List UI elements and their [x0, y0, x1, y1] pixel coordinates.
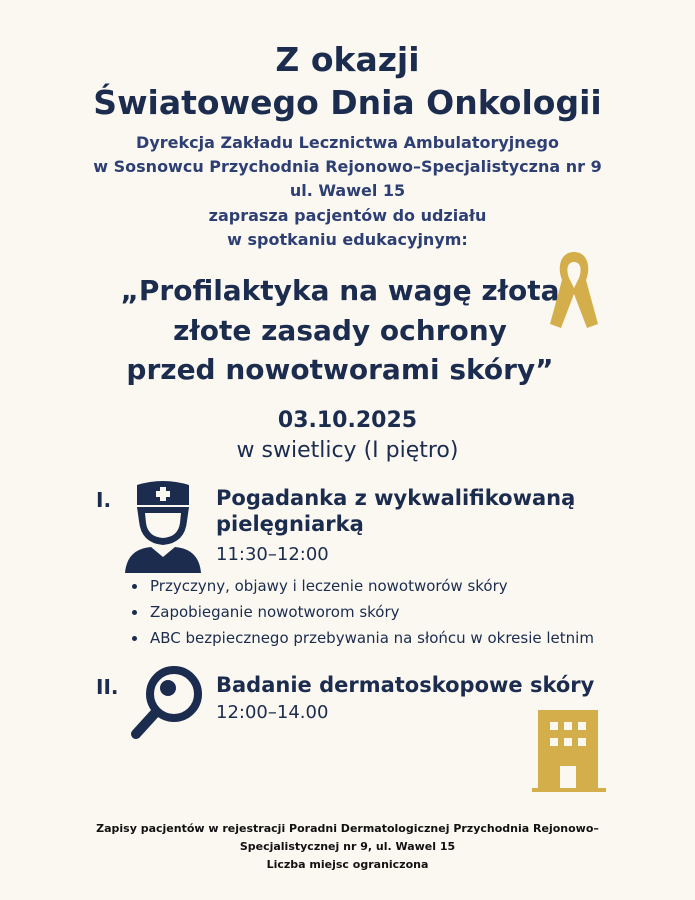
magnifier-icon	[128, 662, 208, 742]
bullet-item: • ABC bezpiecznego przebywania na słońcu w okresie letnim	[148, 625, 594, 651]
footer-line-2: Specjalistycznej nr 9, ul. Wawel 15	[239, 840, 456, 853]
footer-line-1: Zapisy pacjentów w rejestracji Poradni Dermatologicznej Przychodnia Rejonowo–	[96, 822, 599, 835]
event-place: w swietlicy (I piętro)	[236, 438, 459, 463]
section-1-bullets	[130, 573, 594, 651]
section-2-title: Badanie dermatoskopowe skóry	[216, 673, 595, 697]
header-line-2: Światowego Dnia Onkologii	[93, 83, 602, 122]
section-1-title-line-2: pielęgniarką	[216, 512, 364, 536]
awareness-ribbon-icon	[548, 248, 600, 332]
nurse-icon	[123, 477, 203, 573]
organizer-line-3: ul. Wawel 15	[289, 181, 406, 200]
title-line-3: przed nowotworami skóry”	[126, 353, 554, 386]
bullet-item: • Przyczyny, objawy i leczenie nowotworów skóry	[148, 573, 594, 599]
event-date: 03.10.2025	[277, 408, 418, 433]
header-line-1: Z okazji	[275, 40, 420, 79]
section-1-time: 11:30–12:00	[216, 544, 329, 565]
organizer-line-1: Dyrekcja Zakładu Lecznictwa Ambulatoryjnego	[136, 133, 559, 152]
footer-line-3: Liczba miejsc ograniczona	[266, 858, 429, 871]
section-1-numeral: I.	[96, 488, 112, 512]
organizer-line-5: w spotkaniu edukacyjnym:	[227, 230, 468, 249]
bullet-item: • Zapobieganie nowotworom skóry	[148, 599, 594, 625]
title-line-2: złote zasady ochrony	[173, 314, 507, 347]
section-1-title-line-1: Pogadanka z wykwalifikowaną	[216, 486, 576, 510]
organizer-line-2: w Sosnowcu Przychodnia Rejonowo–Specjalistyczna nr 9	[93, 157, 602, 176]
building-icon	[532, 710, 606, 792]
organizer-line-4: zaprasza pacjentów do udziału	[208, 206, 487, 225]
section-2-numeral: II.	[96, 675, 119, 699]
section-2-time: 12:00–14.00	[216, 702, 329, 723]
title-line-1: „Profilaktyka na wagę złota	[120, 274, 560, 307]
